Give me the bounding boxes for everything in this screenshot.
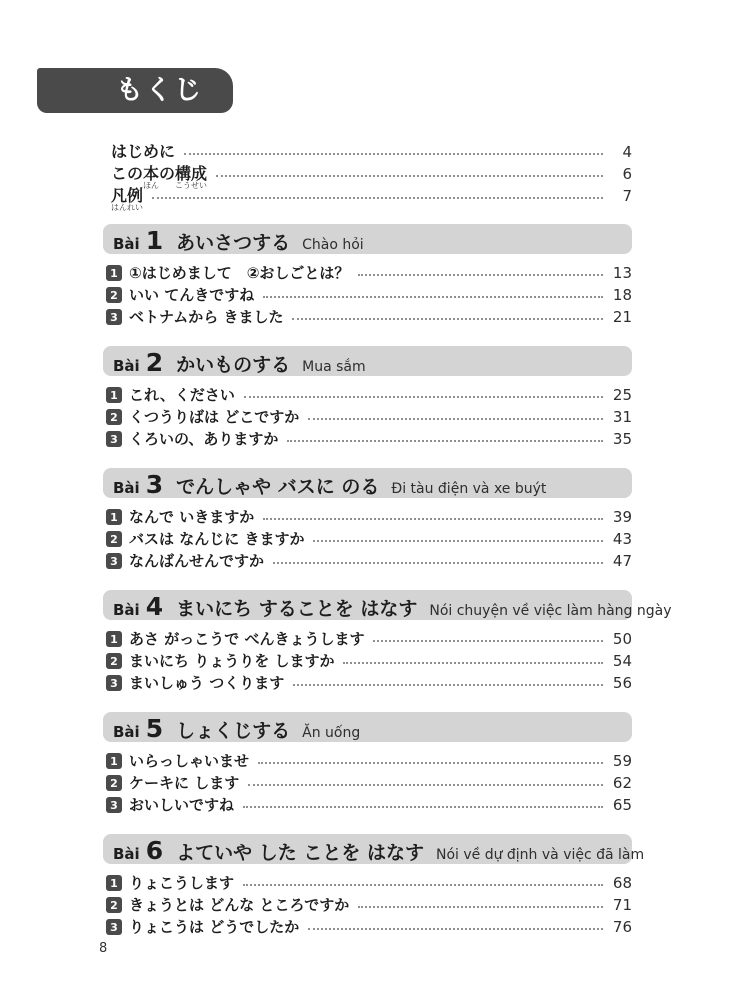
intro-row — [103, 141, 632, 163]
entry-number-badge: 3 — [106, 919, 122, 935]
lesson-header-4 — [103, 590, 672, 621]
lesson-block-4 — [103, 590, 672, 694]
entry-number-badge: 2 — [106, 409, 122, 425]
lesson-block-1 — [103, 224, 632, 328]
entry-number-badge: 2 — [106, 897, 122, 913]
lesson-label: Bài — [113, 601, 140, 619]
lesson-items — [103, 872, 632, 938]
intro-row-label — [111, 144, 175, 160]
entry-label: ①はじめまして ②おしごとは？ — [129, 263, 350, 282]
lesson-items — [103, 506, 632, 572]
entry-number-badge: 2 — [106, 531, 122, 547]
page-number: 7 — [622, 186, 632, 205]
dotted-leader — [263, 518, 603, 520]
lesson-number: 2 — [145, 348, 164, 377]
toc-entry-row — [103, 628, 632, 650]
dotted-leader — [152, 197, 603, 199]
entry-number-badge: 1 — [106, 387, 122, 403]
entry-label: まいしゅう つくります — [129, 673, 285, 692]
toc-entry-row — [103, 750, 632, 772]
entry-number-badge: 1 — [106, 875, 122, 891]
ruby-base-text: 凡例 — [111, 186, 144, 205]
page-number: 68 — [612, 873, 632, 892]
lesson-number: 5 — [145, 714, 164, 743]
entry-label: バスは なんじに きますか — [129, 529, 305, 548]
entry-number-badge: 3 — [106, 553, 122, 569]
toc-entry-row — [103, 384, 632, 406]
page-number: 39 — [612, 507, 632, 526]
ruby-base-text: 構成 — [175, 164, 208, 183]
lesson-label: Bài — [113, 845, 140, 863]
intro-row-label — [111, 164, 208, 190]
page-number: 31 — [612, 407, 632, 426]
dotted-leader — [373, 640, 603, 642]
toc-entry-row — [103, 772, 632, 794]
page-number: 6 — [622, 164, 632, 183]
lesson-items — [103, 750, 632, 816]
toc-entry-row — [103, 916, 632, 938]
lesson-title-japanese: よていや した ことを はなす — [176, 842, 424, 864]
lesson-number: 3 — [145, 470, 164, 499]
entry-number-badge: 1 — [106, 265, 122, 281]
entry-label: りょこうします — [129, 873, 235, 892]
intro-row — [103, 163, 632, 190]
page-number: 76 — [612, 917, 632, 936]
dotted-leader — [216, 175, 603, 177]
lesson-label: Bài — [113, 357, 140, 375]
ruby-base-text: 本 — [143, 164, 160, 183]
page-number: 59 — [612, 751, 632, 770]
page-number: 71 — [612, 895, 632, 914]
entry-number-badge: 1 — [106, 631, 122, 647]
lesson-items — [103, 628, 632, 694]
lesson-header-5 — [103, 712, 632, 742]
ruby-furigana: ほん — [143, 181, 160, 190]
lesson-number: 1 — [145, 226, 164, 255]
dotted-leader — [293, 684, 603, 686]
footer-page-number: 8 — [99, 941, 108, 956]
entry-label: いい てんきですね — [129, 285, 255, 304]
lesson-title-vietnamese: Nói chuyện về việc làm hàng ngày — [429, 603, 672, 619]
entry-label: ベトナムから きました — [129, 307, 284, 326]
toc-entry-row — [103, 650, 632, 672]
entry-label: くつうりばは どこですか — [129, 407, 300, 426]
page-number: 47 — [612, 551, 632, 570]
toc-entry-row — [103, 262, 632, 284]
dotted-leader — [343, 662, 603, 664]
page-number: 54 — [612, 651, 632, 670]
entry-label: これ、ください — [129, 385, 235, 404]
page-number: 56 — [612, 673, 632, 692]
page-number: 50 — [612, 629, 632, 648]
lesson-list — [103, 224, 672, 938]
entry-label: まいにち りょうりを しますか — [129, 651, 335, 670]
dotted-leader — [358, 906, 603, 908]
lesson-block-5 — [103, 712, 632, 816]
entry-label: いらっしゃいませ — [129, 751, 250, 770]
toc-entry-row — [103, 550, 632, 572]
toc-entry-row — [103, 794, 632, 816]
toc-entry-row — [103, 872, 632, 894]
entry-label: きょうとは どんな ところですか — [129, 895, 350, 914]
page-number: 43 — [612, 529, 632, 548]
lesson-number: 4 — [145, 592, 164, 621]
intro-row-label — [111, 186, 144, 212]
lesson-title-japanese: あいさつする — [176, 232, 291, 254]
dotted-leader — [263, 296, 603, 298]
page-number: 62 — [612, 773, 632, 792]
ruby-base — [175, 164, 208, 190]
lesson-label: Bài — [113, 723, 140, 741]
toc-entry-row — [103, 894, 632, 916]
intro-text: の — [159, 164, 176, 183]
dotted-leader — [184, 153, 603, 155]
toc-content — [103, 141, 672, 956]
toc-entry-row — [103, 672, 632, 694]
entry-label: おいしいですね — [129, 795, 235, 814]
lesson-title-japanese: しょくじする — [176, 720, 291, 742]
dotted-leader — [243, 806, 603, 808]
lesson-title-japanese: まいにち することを はなす — [176, 598, 418, 620]
dotted-leader — [287, 440, 603, 442]
dotted-leader — [308, 418, 603, 420]
lesson-title-vietnamese: Đi tàu điện và xe buýt — [391, 481, 547, 497]
entry-label: くろいの、ありますか — [129, 429, 279, 448]
lesson-header-2 — [103, 346, 632, 376]
intro-text: この — [111, 164, 144, 183]
lesson-block-3 — [103, 468, 632, 572]
lesson-header-1 — [103, 224, 632, 254]
page-number: 13 — [612, 263, 632, 282]
dotted-leader — [292, 318, 603, 320]
toc-title-box — [37, 68, 233, 113]
toc-entry-row — [103, 306, 632, 328]
entry-number-badge: 3 — [106, 797, 122, 813]
page-number: 25 — [612, 385, 632, 404]
lesson-block-6 — [103, 834, 645, 938]
dotted-leader — [244, 396, 603, 398]
lesson-title-vietnamese: Nói về dự định và việc đã làm — [435, 847, 645, 863]
entry-label: ケーキに します — [129, 773, 240, 792]
toc-entry-row — [103, 428, 632, 450]
dotted-leader — [308, 928, 603, 930]
page-number: 4 — [622, 142, 632, 161]
dotted-leader — [273, 562, 603, 564]
dotted-leader — [248, 784, 603, 786]
ruby-base — [111, 186, 144, 212]
lesson-block-2 — [103, 346, 632, 450]
lesson-label: Bài — [113, 479, 140, 497]
entry-number-badge: 2 — [106, 775, 122, 791]
toc-entry-row — [103, 528, 632, 550]
entry-number-badge: 3 — [106, 675, 122, 691]
lesson-title-vietnamese: Mua sắm — [302, 359, 366, 375]
entry-number-badge: 1 — [106, 509, 122, 525]
ruby-base — [143, 164, 160, 190]
ruby-furigana: こうせい — [175, 181, 208, 190]
toc-entry-row — [103, 506, 632, 528]
entry-number-badge: 2 — [106, 653, 122, 669]
page-number: 35 — [612, 429, 632, 448]
page-title: もくじ — [116, 75, 203, 106]
entry-label: なんで いきますか — [129, 507, 255, 526]
page-number: 65 — [612, 795, 632, 814]
entry-number-badge: 1 — [106, 753, 122, 769]
intro-list — [103, 141, 632, 212]
dotted-leader — [243, 884, 603, 886]
intro-text: はじめに — [111, 142, 176, 161]
ruby-furigana: はんれい — [111, 203, 143, 212]
lesson-title-japanese: でんしゃや バスに のる — [176, 476, 380, 498]
dotted-leader — [313, 540, 603, 542]
entry-number-badge: 3 — [106, 309, 122, 325]
entry-number-badge: 3 — [106, 431, 122, 447]
page-number: 21 — [612, 307, 632, 326]
lesson-title-vietnamese: Ăn uống — [302, 725, 361, 741]
toc-entry-row — [103, 406, 632, 428]
lesson-header-3 — [103, 468, 632, 498]
dotted-leader — [358, 274, 603, 276]
lesson-title-vietnamese: Chào hỏi — [302, 237, 364, 253]
lesson-items — [103, 262, 632, 328]
lesson-header-6 — [103, 834, 645, 865]
entry-label: なんばんせんですか — [129, 551, 265, 570]
page-number: 18 — [612, 285, 632, 304]
entry-number-badge: 2 — [106, 287, 122, 303]
entry-label: あさ がっこうで べんきょうします — [129, 629, 365, 648]
entry-label: りょこうは どうでしたか — [129, 917, 300, 936]
dotted-leader — [258, 762, 603, 764]
toc-entry-row — [103, 284, 632, 306]
lesson-number: 6 — [145, 836, 164, 865]
lesson-items — [103, 384, 632, 450]
lesson-title-japanese: かいものする — [176, 354, 291, 376]
lesson-label: Bài — [113, 235, 140, 253]
